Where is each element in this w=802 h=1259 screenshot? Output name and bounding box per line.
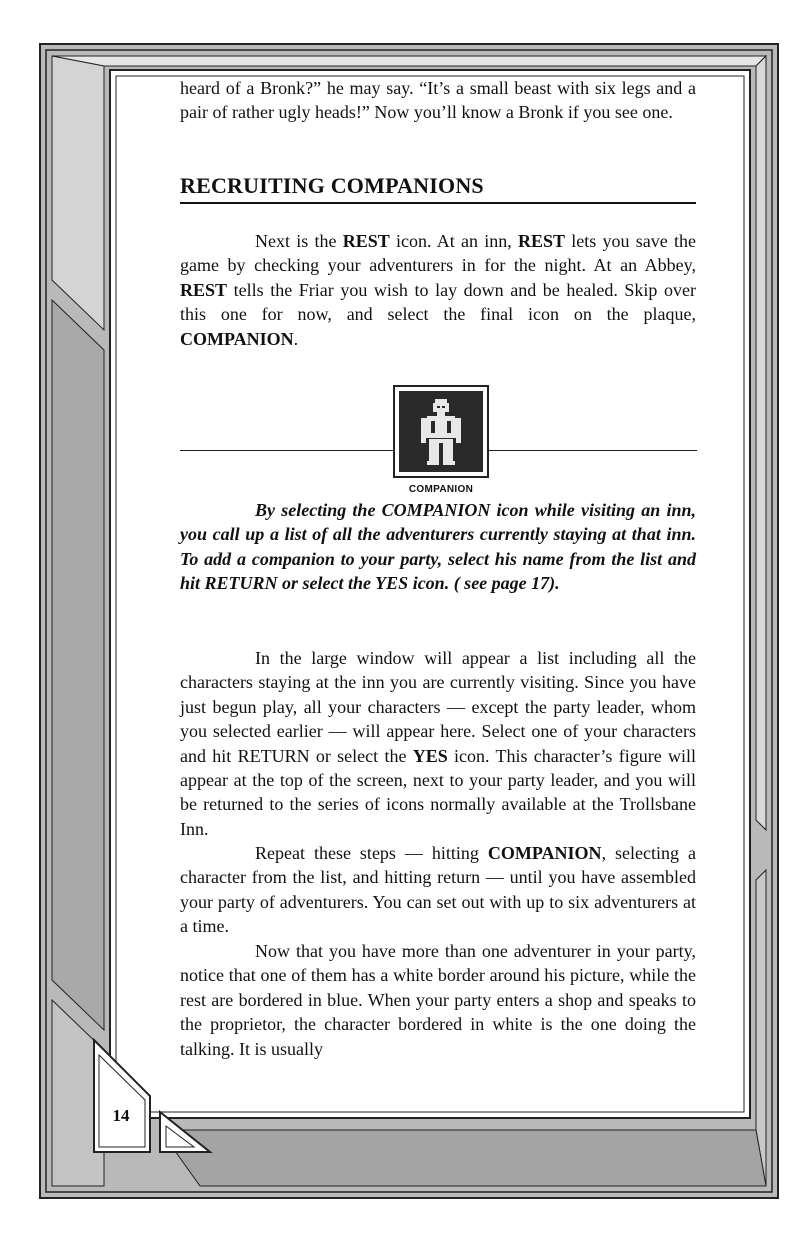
rule-left: [180, 450, 393, 451]
repeat-paragraph: Repeat these steps — hitting COMPANION, selecting a character from the list, and hitting return — until you have assembled your party of adventurers. You can set out with up to six adventurers at a time.: [180, 843, 697, 937]
companion-icon: [399, 391, 483, 472]
frame-top-band: [52, 56, 766, 66]
rule-right: [489, 450, 697, 451]
caption-paragraph: By selecting the COMPANION icon while visiting an inn, you call up a list of all the adventurers currently staying at that inn. To add a companion to your party, select his name from the list and hit RETURN or select the YES icon. ( see page 17).: [180, 500, 696, 594]
rest-paragraph: Next is the REST icon. At an inn, REST lets you save the game by checking your adventurers in for the night. At an Abbey, REST tells the Friar you wish to lay down and be healed. Skip over this one for now, and select the final icon on the plaque, COMPANION.: [180, 231, 696, 349]
frame-right-panel-top: [756, 56, 766, 830]
companion-icon-box: [393, 385, 489, 478]
section-heading: RECRUITING COMPANIONS: [180, 173, 696, 204]
frame-left-panel-mid: [52, 300, 104, 1030]
intro-paragraph: heard of a Bronk?” he may say. “It’s a small beast with six legs and a pair of rather ugly heads!” Now you’ll know a Bronk if you see one.: [180, 78, 696, 123]
window-paragraph: In the large window will appear a list including all the characters staying at the inn you are currently visiting. Since you have just begun play, all your characters — except the party leader, whom you selected earlier — will appear here. Select one of your characters and hit RETURN or select the YES icon. This character’s figure will appear at the top of the screen, next to your party leader, and you will be returned to the series of icons normally available at the Trollsbane Inn.: [180, 648, 696, 839]
frame-bottom-band: [160, 1130, 766, 1186]
page-number: 14: [112, 1106, 130, 1125]
party-paragraph: Now that you have more than one adventurer in your party, notice that one of them has a white border around his picture, while the rest are bordered in blue. When your party enters a shop and speaks to the proprietor, the character bordered in white is the one doing the talking. It is usually: [180, 941, 696, 1059]
companion-icon-label: COMPANION: [408, 484, 474, 495]
